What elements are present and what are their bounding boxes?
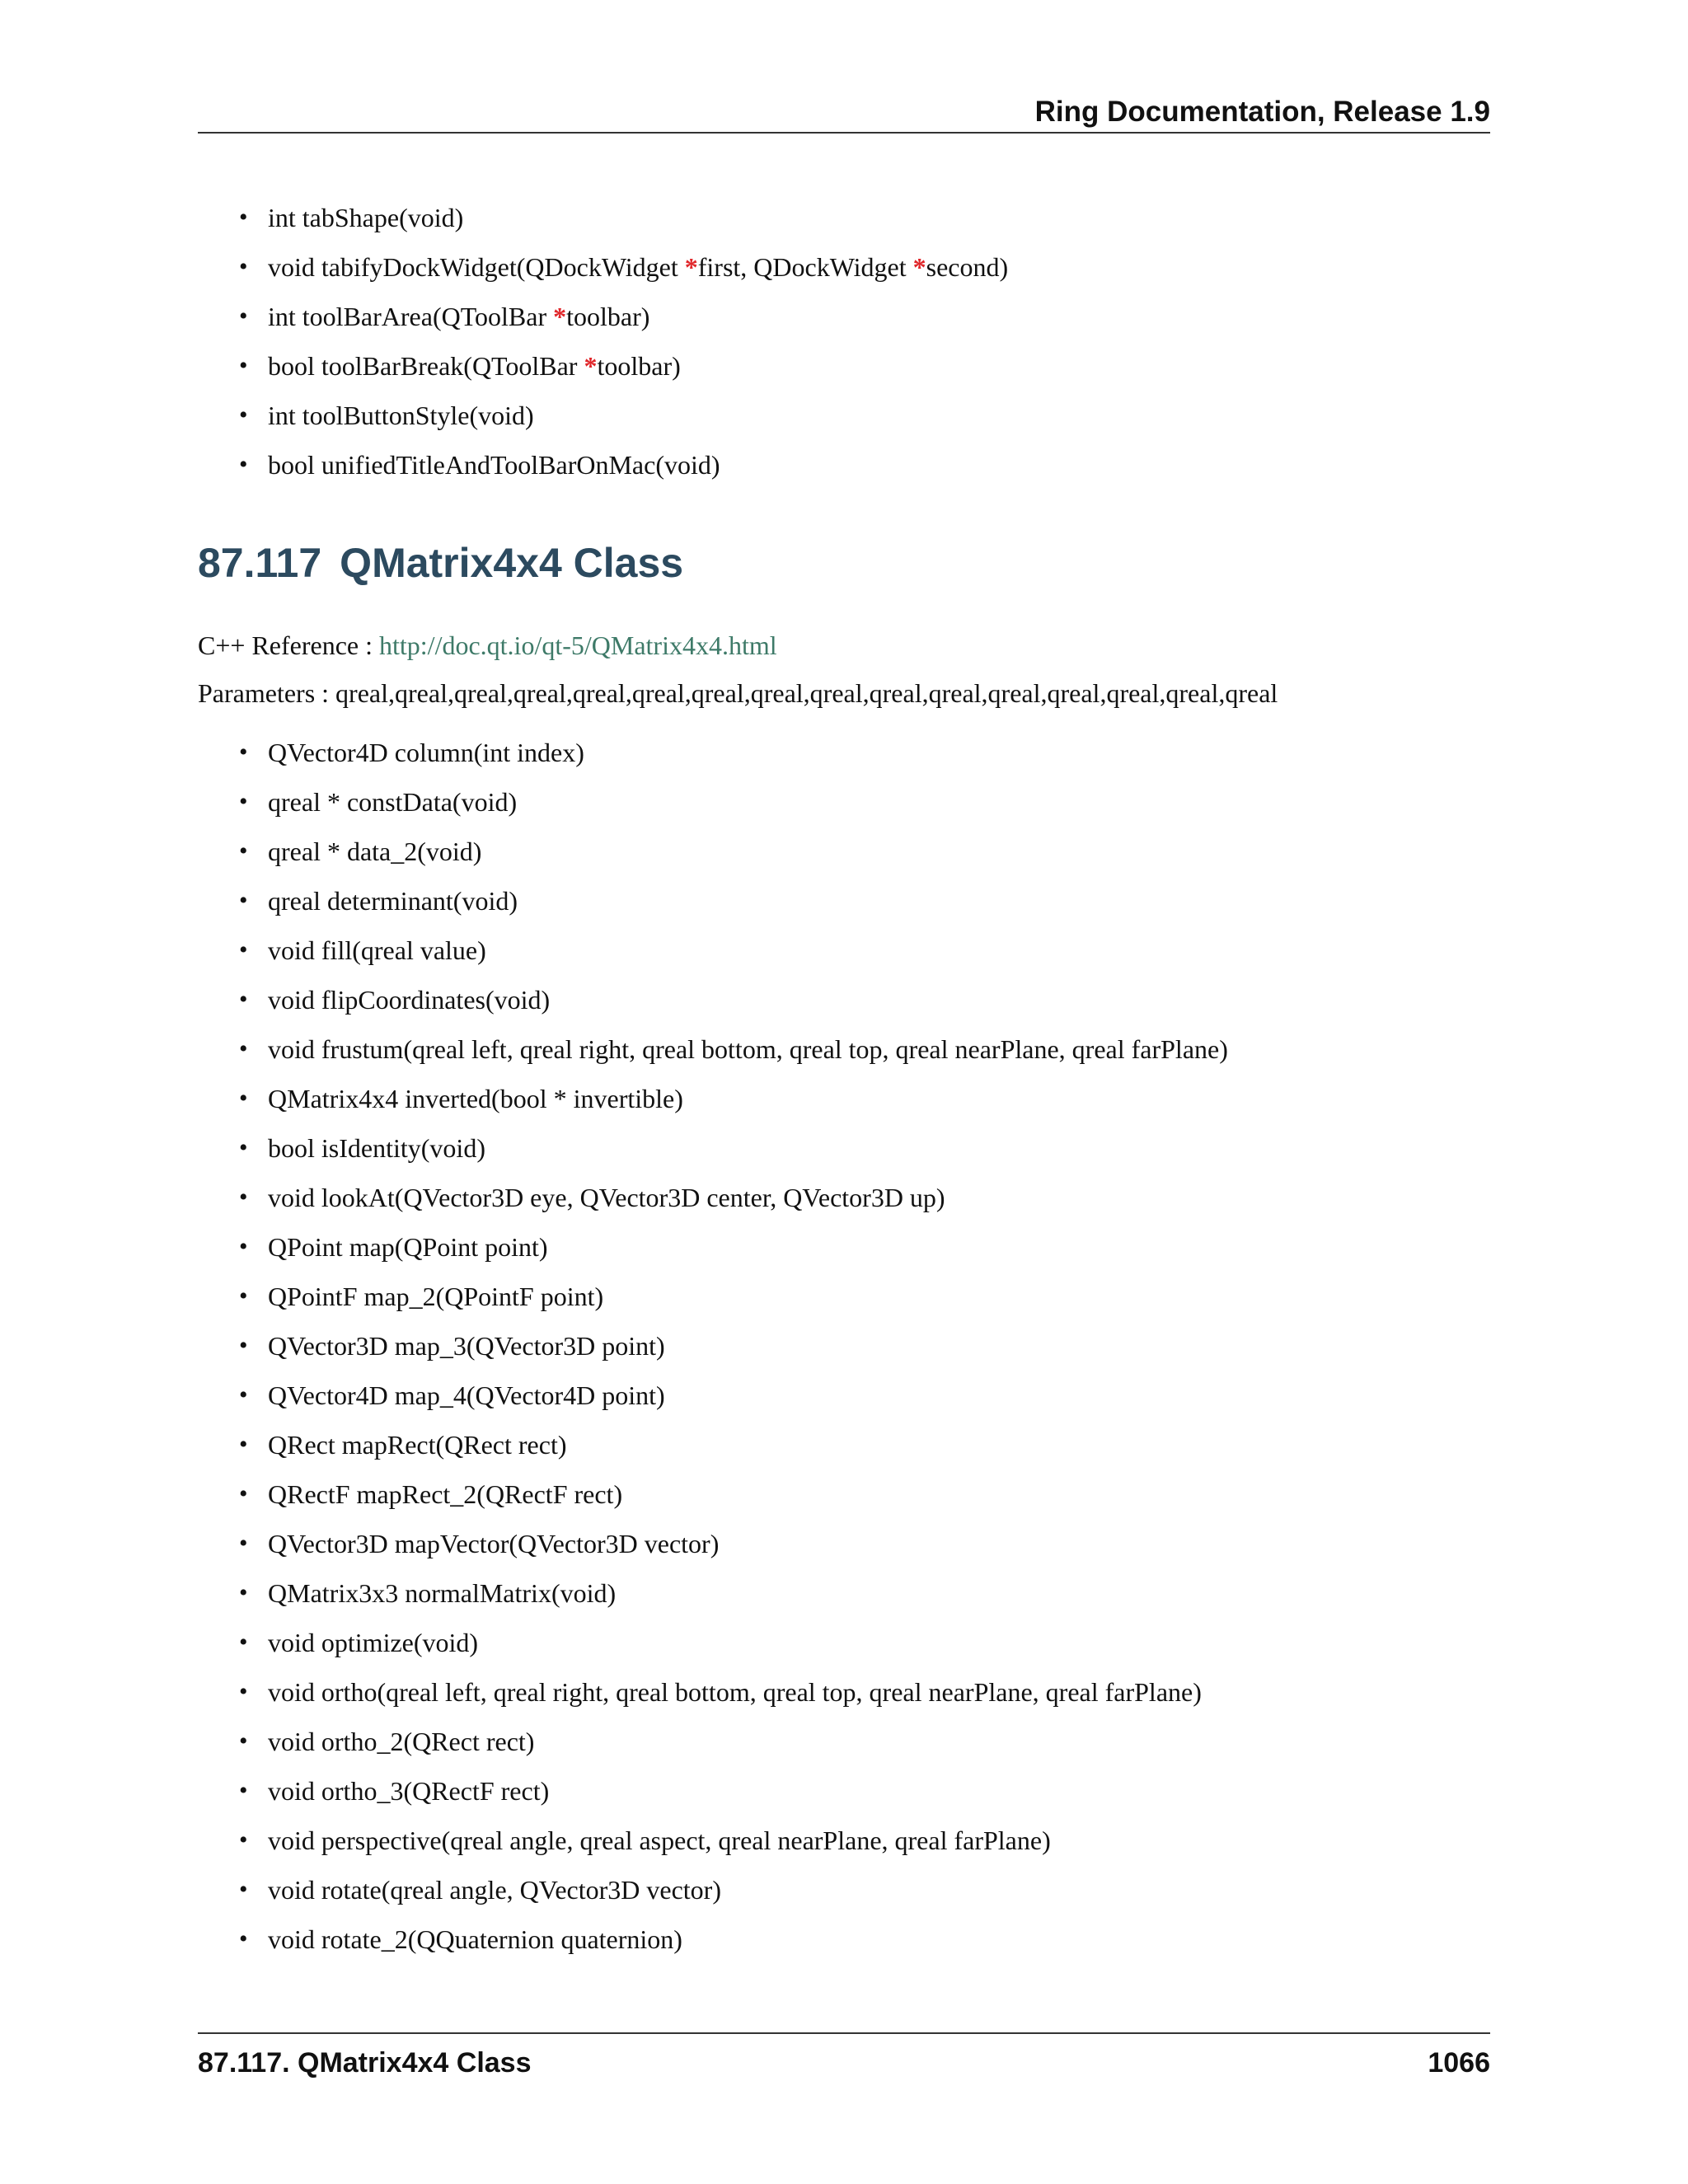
- bullet-icon: •: [239, 1431, 248, 1458]
- bullet-icon: •: [239, 936, 248, 963]
- method-item: [239, 777, 1228, 827]
- pointer-asterisk: *: [684, 252, 698, 282]
- method-text: int toolBarArea(QToolBar: [268, 302, 554, 331]
- method-item: [239, 1519, 1228, 1568]
- reference-label: C++ Reference :: [198, 630, 379, 660]
- method-text: void tabifyDockWidget(QDockWidget: [268, 252, 685, 282]
- method-item: [239, 1469, 1228, 1519]
- method-item: [239, 926, 1228, 975]
- method-signature: bool isIdentity(void): [268, 1133, 485, 1163]
- pointer-asterisk: *: [553, 302, 567, 331]
- method-item: [239, 1173, 1228, 1222]
- bullet-icon: •: [239, 1332, 248, 1359]
- method-item: [239, 1074, 1228, 1123]
- method-signature: qreal * data_2(void): [268, 837, 482, 866]
- method-signature: void lookAt(QVector3D eye, QVector3D center, QVector3D up): [268, 1183, 945, 1212]
- method-text: toolbar): [597, 351, 681, 381]
- bullet-icon: •: [239, 1035, 248, 1062]
- bullet-icon: •: [239, 1678, 248, 1705]
- bullet-icon: •: [239, 1727, 248, 1755]
- method-item: [239, 1420, 1228, 1469]
- list-item: [239, 193, 1008, 242]
- method-signature: void ortho_3(QRectF rect): [268, 1776, 550, 1806]
- section-number: 87.117: [198, 540, 322, 586]
- method-text: toolbar): [566, 302, 650, 331]
- bullet-icon: •: [239, 738, 248, 766]
- method-signature: qreal determinant(void): [268, 886, 518, 916]
- bullet-icon: •: [239, 887, 248, 914]
- bullet-icon: •: [239, 1876, 248, 1903]
- method-signature: void rotate_2(QQuaternion quaternion): [268, 1924, 682, 1954]
- list-item: [239, 242, 1008, 292]
- bullet-icon: •: [239, 352, 248, 379]
- method-item: [239, 728, 1228, 777]
- bullet-icon: •: [239, 1530, 248, 1557]
- method-signature: QVector3D map_3(QVector3D point): [268, 1331, 665, 1361]
- bullet-icon: •: [239, 1579, 248, 1606]
- method-item: [239, 1024, 1228, 1074]
- bullet-icon: •: [239, 1925, 248, 1952]
- method-text: bool unifiedTitleAndToolBarOnMac(void): [268, 450, 720, 480]
- method-signature: QRectF mapRect_2(QRectF rect): [268, 1479, 623, 1509]
- method-signature: void perspective(qreal angle, qreal aspect, qreal nearPlane, qreal farPlane): [268, 1825, 1051, 1855]
- pointer-asterisk: *: [912, 252, 926, 282]
- bullet-icon: •: [239, 1826, 248, 1854]
- method-signature: QPoint map(QPoint point): [268, 1232, 548, 1262]
- bullet-icon: •: [239, 788, 248, 815]
- page-footer: [198, 2032, 1490, 2079]
- method-item: [239, 827, 1228, 876]
- section-title-text: QMatrix4x4 Class: [340, 540, 684, 586]
- method-text: int tabShape(void): [268, 203, 464, 232]
- method-signature: QMatrix4x4 inverted(bool * invertible): [268, 1084, 683, 1113]
- section-heading: [198, 539, 683, 587]
- cpp-reference-line: [198, 630, 777, 661]
- method-signature: void flipCoordinates(void): [268, 985, 551, 1015]
- bullet-icon: •: [239, 1777, 248, 1804]
- method-item: [239, 1717, 1228, 1766]
- bullet-icon: •: [239, 451, 248, 478]
- method-signature: QPointF map_2(QPointF point): [268, 1282, 604, 1311]
- method-signature: QVector3D mapVector(QVector3D vector): [268, 1529, 720, 1558]
- footer-section-title: 87.117. QMatrix4x4 Class: [198, 2047, 532, 2079]
- method-item: [239, 1816, 1228, 1865]
- method-item: [239, 876, 1228, 926]
- method-item: [239, 1321, 1228, 1371]
- method-text: bool toolBarBreak(QToolBar: [268, 351, 584, 381]
- previous-class-method-list: [239, 193, 1008, 490]
- method-signature: QMatrix3x3 normalMatrix(void): [268, 1578, 617, 1608]
- bullet-icon: •: [239, 204, 248, 231]
- bullet-icon: •: [239, 1233, 248, 1260]
- method-signature: QVector4D map_4(QVector4D point): [268, 1380, 665, 1410]
- bullet-icon: •: [239, 1183, 248, 1211]
- list-item: [239, 440, 1008, 490]
- method-text: second): [926, 252, 1009, 282]
- bullet-icon: •: [239, 1381, 248, 1408]
- bullet-icon: •: [239, 1134, 248, 1161]
- method-item: [239, 1272, 1228, 1321]
- bullet-icon: •: [239, 1282, 248, 1310]
- method-item: [239, 975, 1228, 1024]
- list-item: [239, 341, 1008, 391]
- reference-link[interactable]: http://doc.qt.io/qt-5/QMatrix4x4.html: [379, 630, 777, 660]
- method-item: [239, 1123, 1228, 1173]
- method-signature: void frustum(qreal left, qreal right, qreal bottom, qreal top, qreal nearPlane, qreal farPlane): [268, 1034, 1228, 1064]
- page-header: [198, 91, 1490, 134]
- list-item: [239, 391, 1008, 440]
- method-item: [239, 1667, 1228, 1717]
- method-item: [239, 1568, 1228, 1618]
- method-signature: void ortho(qreal left, qreal right, qreal bottom, qreal top, qreal nearPlane, qreal farPlane): [268, 1677, 1202, 1707]
- bullet-icon: •: [239, 837, 248, 865]
- bullet-icon: •: [239, 1629, 248, 1656]
- method-item: [239, 1766, 1228, 1816]
- method-signature: QRect mapRect(QRect rect): [268, 1430, 567, 1460]
- method-item: [239, 1371, 1228, 1420]
- bullet-icon: •: [239, 1480, 248, 1507]
- bullet-icon: •: [239, 986, 248, 1013]
- method-list: [239, 728, 1228, 1964]
- pointer-asterisk: *: [584, 351, 598, 381]
- bullet-icon: •: [239, 1085, 248, 1112]
- method-signature: void rotate(qreal angle, QVector3D vector): [268, 1875, 721, 1905]
- list-item: [239, 292, 1008, 341]
- bullet-icon: •: [239, 253, 248, 280]
- method-signature: void fill(qreal value): [268, 935, 486, 965]
- method-signature: void optimize(void): [268, 1628, 479, 1657]
- method-text: first, QDockWidget: [697, 252, 913, 282]
- document-title: Ring Documentation, Release 1.9: [1034, 96, 1490, 128]
- method-item: [239, 1915, 1228, 1964]
- method-text: int toolButtonStyle(void): [268, 401, 534, 430]
- method-item: [239, 1865, 1228, 1915]
- page-number: 1066: [1428, 2047, 1490, 2079]
- method-item: [239, 1618, 1228, 1667]
- method-signature: qreal * constData(void): [268, 787, 518, 817]
- parameters-line: Parameters : qreal,qreal,qreal,qreal,qreal,qreal,qreal,qreal,qreal,qreal,qreal,qreal,qreal,qreal,qreal,qreal: [198, 678, 1278, 708]
- bullet-icon: •: [239, 302, 248, 330]
- method-signature: QVector4D column(int index): [268, 738, 584, 767]
- bullet-icon: •: [239, 401, 248, 429]
- method-item: [239, 1222, 1228, 1272]
- method-signature: void ortho_2(QRect rect): [268, 1727, 535, 1756]
